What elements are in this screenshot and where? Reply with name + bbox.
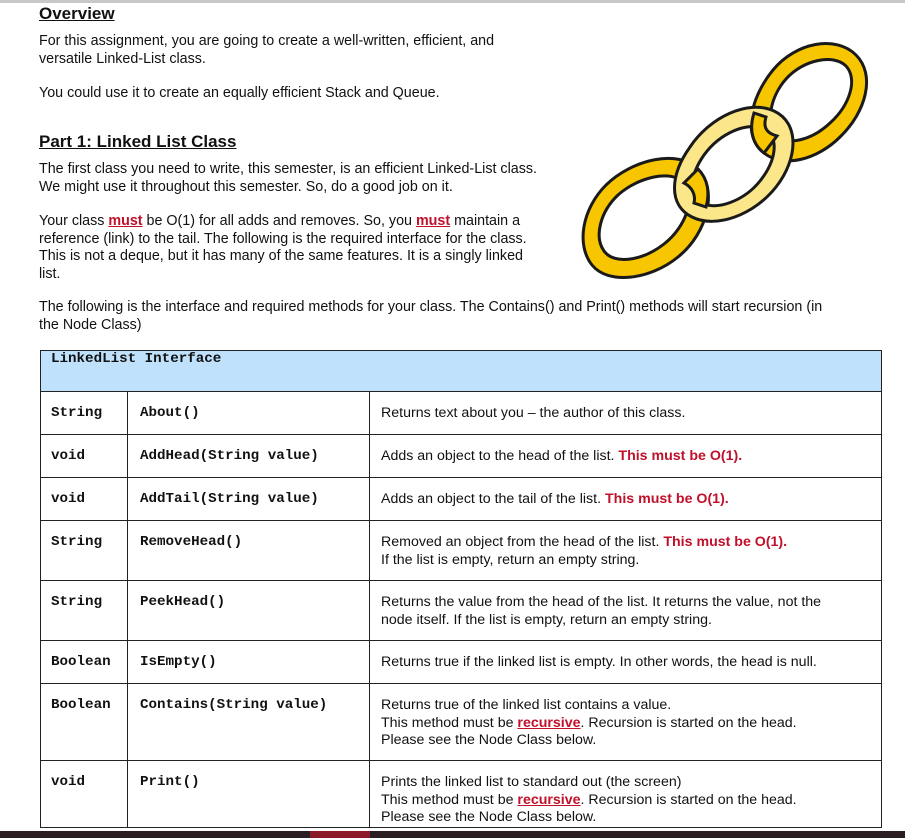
- desc-text-line2: If the list is empty, return an empty string.: [381, 551, 640, 568]
- must-emphasis: must: [108, 213, 143, 229]
- table-row: [41, 478, 882, 521]
- method-description: [370, 521, 882, 581]
- top-rule: [0, 0, 905, 3]
- text-run: maintain a: [450, 213, 521, 229]
- must-emphasis: must: [415, 213, 451, 229]
- desc-text-line2: node itself. If the list is empty, return an empty string.: [381, 611, 712, 628]
- method-signature: Print(): [128, 761, 370, 828]
- part1-p2-line2: reference (link) to the tail. The following is the required interface for the class.: [39, 230, 527, 247]
- linkedlist-interface-table: [40, 350, 882, 828]
- overview-paragraph-2: You could use it to create an equally efficient Stack and Queue.: [39, 85, 440, 101]
- recursive-emphasis: recursive: [517, 714, 581, 731]
- part1-p1-line2: We might use it throughout this semester. So, do a good job on it.: [39, 178, 453, 195]
- overview-paragraph-1: [39, 33, 494, 68]
- complexity-note: This must be O(1).: [663, 534, 788, 550]
- desc-text-line2-end: . Recursion is started on the head.: [580, 714, 797, 731]
- complexity-note: This must be O(1).: [618, 448, 743, 464]
- part1-p1-line1: The first class you need to write, this semester, is an efficient Linked-List class.: [39, 161, 537, 177]
- method-description: [370, 761, 882, 828]
- return-type: void: [41, 761, 128, 828]
- method-description: [370, 478, 882, 521]
- bottom-bar: [0, 831, 905, 838]
- return-type: String: [41, 581, 128, 641]
- method-signature: AddHead(String value): [128, 435, 370, 478]
- recursive-emphasis: recursive: [517, 791, 581, 808]
- chain-links-icon: [578, 37, 876, 281]
- return-type: Boolean: [41, 641, 128, 684]
- part1-paragraph-1: [39, 161, 537, 196]
- return-type: String: [41, 521, 128, 581]
- method-signature: RemoveHead(): [128, 521, 370, 581]
- desc-text: Adds an object to the tail of the list.: [381, 491, 605, 507]
- part1-p2-line1: [39, 213, 527, 231]
- text-run: be O(1) for all adds and removes. So, you: [142, 213, 416, 229]
- desc-text: Returns text about you – the author of this class.: [381, 405, 686, 421]
- desc-text-line2-end: . Recursion is started on the head.: [580, 791, 797, 808]
- desc-text: Adds an object to the head of the list.: [381, 448, 619, 464]
- part1-p3-line1: The following is the interface and required methods for your class. The Contains() and Print() methods will start recursion (in: [39, 299, 823, 315]
- table-row: [41, 581, 882, 641]
- table-header: LinkedList Interface: [41, 351, 882, 392]
- method-description: [370, 581, 882, 641]
- desc-text-line3: Please see the Node Class below.: [381, 732, 597, 748]
- desc-text: Returns true if the linked list is empty. In other words, the head is null.: [381, 654, 817, 670]
- return-type: Boolean: [41, 684, 128, 761]
- desc-text-line2: This method must be: [381, 791, 518, 808]
- return-type: String: [41, 392, 128, 435]
- chain-link-middle-shape: [675, 107, 794, 221]
- complexity-note: This must be O(1).: [604, 491, 729, 507]
- method-description: [370, 392, 882, 435]
- part1-p2-line4: list.: [39, 265, 61, 282]
- overview-p1-line2: versatile Linked-List class.: [39, 50, 206, 67]
- desc-text-line2: This method must be: [381, 714, 518, 731]
- table-row: [41, 761, 882, 828]
- table-row: [41, 684, 882, 761]
- text-run: Your class: [39, 213, 109, 229]
- table-header-row: [41, 351, 882, 392]
- desc-text: Prints the linked list to standard out (the screen): [381, 774, 682, 790]
- desc-text: Returns true of the linked list contains a value.: [381, 697, 672, 713]
- method-signature: About(): [128, 392, 370, 435]
- method-signature: AddTail(String value): [128, 478, 370, 521]
- table-row: [41, 521, 882, 581]
- part1-heading: Part 1: Linked List Class: [39, 132, 237, 151]
- part1-paragraph-2: [39, 213, 527, 283]
- return-type: void: [41, 435, 128, 478]
- table-row: [41, 641, 882, 684]
- method-signature: IsEmpty(): [128, 641, 370, 684]
- method-description: [370, 684, 882, 761]
- overview-p1-line1: For this assignment, you are going to create a well-written, efficient, and: [39, 33, 495, 49]
- desc-text: Returns the value from the head of the list. It returns the value, not the: [381, 594, 822, 610]
- method-signature: Contains(String value): [128, 684, 370, 761]
- table-row: [41, 435, 882, 478]
- part1-p2-line3: This is not a deque, but it has many of the same features. It is a singly linked: [39, 248, 523, 264]
- bottom-bar-accent: [310, 831, 370, 838]
- method-signature: PeekHead(): [128, 581, 370, 641]
- method-description: [370, 641, 882, 684]
- return-type: void: [41, 478, 128, 521]
- desc-text-line3: Please see the Node Class below.: [381, 809, 597, 825]
- overview-heading: Overview: [39, 4, 115, 23]
- table-row: [41, 392, 882, 435]
- method-description: [370, 435, 882, 478]
- part1-paragraph-3: [39, 299, 822, 334]
- desc-text: Removed an object from the head of the list.: [381, 534, 664, 550]
- part1-p3-line2: the Node Class): [39, 316, 142, 333]
